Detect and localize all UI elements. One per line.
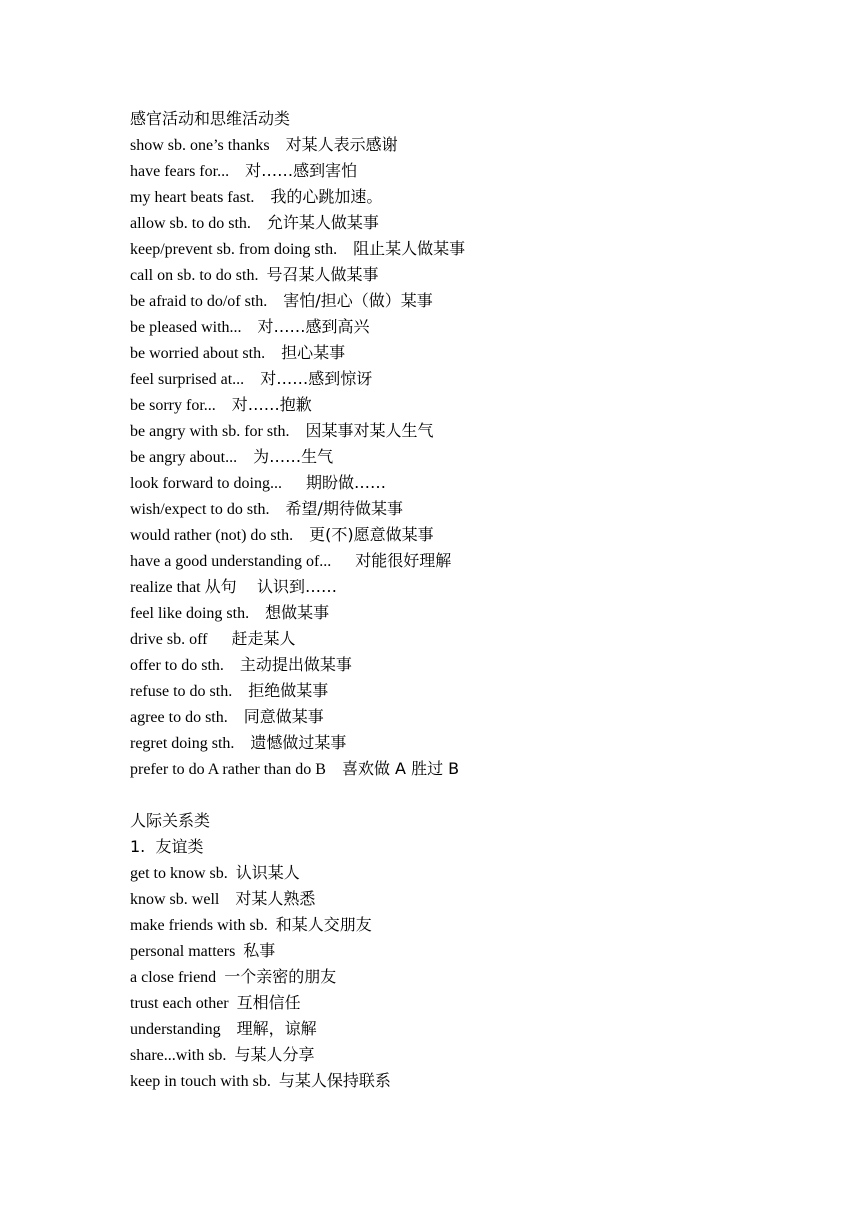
phrase-chinese: 期盼做…… [305, 473, 386, 492]
phrase-chinese: 想做某事 [265, 603, 330, 622]
phrase-chinese: 对……感到害怕 [245, 161, 358, 180]
phrase-chinese: 从句 认识到…… [204, 577, 337, 596]
phrase-english: know sb. well [130, 891, 236, 908]
phrase-english: personal matters [130, 943, 244, 960]
phrase-english: make friends with sb. [130, 917, 276, 934]
phrase-line [130, 938, 810, 964]
phrase-english: get to know sb. [130, 865, 236, 882]
phrase-line [130, 288, 810, 314]
phrase-english: drive sb. off [130, 631, 232, 648]
phrase-list-senses [130, 132, 810, 782]
phrase-line [130, 652, 810, 678]
phrase-line [130, 366, 810, 392]
phrase-english: look forward to doing... [130, 475, 306, 492]
phrase-english: have a good understanding of... [130, 553, 356, 570]
phrase-chinese: 一个亲密的朋友 [224, 967, 337, 986]
phrase-english: feel surprised at... [130, 371, 261, 388]
phrase-chinese: 阻止某人做某事 [353, 239, 466, 258]
phrase-english: be pleased with... [130, 319, 258, 336]
phrase-list-friendship [130, 860, 810, 1094]
section-gap [130, 782, 810, 808]
phrase-chinese: 与某人保持联系 [278, 1071, 391, 1090]
phrase-chinese: 理解，谅解 [236, 1019, 317, 1038]
phrase-english: understanding [130, 1021, 237, 1038]
phrase-line [130, 184, 810, 210]
phrase-chinese: 对某人表示感谢 [285, 135, 398, 154]
phrase-line [130, 1016, 810, 1042]
phrase-english: call on sb. to do sth. [130, 267, 267, 284]
phrase-english: feel like doing sth. [130, 605, 266, 622]
phrase-chinese: 和某人交朋友 [275, 915, 372, 934]
phrase-chinese: 希望/期待做某事 [285, 499, 403, 518]
phrase-line [130, 1042, 810, 1068]
phrase-line [130, 522, 810, 548]
phrase-chinese: 担心某事 [281, 343, 346, 362]
phrase-line [130, 626, 810, 652]
phrase-english: be afraid to do/of sth. [130, 293, 284, 310]
phrase-chinese: 遗憾做过某事 [250, 733, 347, 752]
phrase-chinese: 对……感到高兴 [257, 317, 370, 336]
phrase-english: be angry with sb. for sth. [130, 423, 306, 440]
phrase-line [130, 262, 810, 288]
phrase-english: a close friend [130, 969, 225, 986]
document-page [130, 106, 810, 1094]
phrase-english: keep in touch with sb. [130, 1073, 279, 1090]
phrase-english: be worried about sth. [130, 345, 282, 362]
phrase-chinese: 我的心跳加速。 [270, 187, 383, 206]
phrase-line [130, 756, 810, 782]
phrase-line [130, 1068, 810, 1094]
phrase-chinese: 赶走某人 [231, 629, 296, 648]
phrase-english: show sb. one’s thanks [130, 137, 286, 154]
section-heading-senses: 感官活动和思维活动类 [130, 109, 291, 128]
phrase-line [130, 210, 810, 236]
phrase-chinese: 主动提出做某事 [239, 655, 352, 674]
phrase-english: be angry about... [130, 449, 254, 466]
phrase-chinese: 对……感到惊讶 [260, 369, 373, 388]
phrase-chinese: 号召某人做某事 [266, 265, 379, 284]
phrase-english: keep/prevent sb. from doing sth. [130, 241, 354, 258]
phrase-line [130, 704, 810, 730]
phrase-english: offer to do sth. [130, 657, 240, 674]
phrase-line [130, 314, 810, 340]
phrase-chinese: 私事 [243, 941, 276, 960]
phrase-english: my heart beats fast. [130, 189, 271, 206]
phrase-chinese: 对能很好理解 [355, 551, 452, 570]
phrase-chinese: 因某事对某人生气 [305, 421, 434, 440]
phrase-line [130, 886, 810, 912]
subheading-friendship: 1. 友谊类 [130, 837, 204, 856]
phrase-english: allow sb. to do sth. [130, 215, 267, 232]
phrase-line [130, 990, 810, 1016]
phrase-english: prefer to do A rather than do B [130, 761, 342, 778]
phrase-line [130, 548, 810, 574]
phrase-line [130, 418, 810, 444]
phrase-english: would rather (not) do sth. [130, 527, 310, 544]
phrase-line [130, 912, 810, 938]
phrase-english: agree to do sth. [130, 709, 244, 726]
phrase-chinese: 互相信任 [236, 993, 301, 1012]
phrase-line [130, 158, 810, 184]
phrase-english: wish/expect to do sth. [130, 501, 286, 518]
phrase-chinese: 对……抱歉 [231, 395, 312, 414]
phrase-english: trust each other [130, 995, 237, 1012]
phrase-line [130, 678, 810, 704]
phrase-chinese: 同意做某事 [243, 707, 324, 726]
phrase-chinese: 为……生气 [253, 447, 334, 466]
phrase-line [130, 444, 810, 470]
phrase-chinese: 拒绝做某事 [248, 681, 329, 700]
phrase-line [130, 340, 810, 366]
phrase-line [130, 392, 810, 418]
phrase-english: have fears for... [130, 163, 246, 180]
phrase-english: realize that [130, 579, 205, 596]
phrase-english: regret doing sth. [130, 735, 251, 752]
phrase-english: be sorry for... [130, 397, 232, 414]
phrase-line [130, 964, 810, 990]
phrase-chinese: 对某人熟悉 [235, 889, 316, 908]
phrase-chinese: 认识某人 [235, 863, 300, 882]
phrase-english: refuse to do sth. [130, 683, 249, 700]
phrase-chinese: 害怕/担心（做）某事 [283, 291, 433, 310]
phrase-chinese: 更(不)愿意做某事 [309, 525, 434, 544]
phrase-chinese: 喜欢做 A 胜过 B [341, 759, 460, 778]
phrase-chinese: 允许某人做某事 [266, 213, 379, 232]
phrase-english: share...with sb. [130, 1047, 235, 1064]
phrase-line [130, 574, 810, 600]
phrase-line [130, 600, 810, 626]
phrase-line [130, 236, 810, 262]
phrase-line [130, 470, 810, 496]
section-heading-relationships: 人际关系类 [130, 811, 211, 830]
phrase-chinese: 与某人分享 [234, 1045, 315, 1064]
phrase-line [130, 132, 810, 158]
phrase-line [130, 730, 810, 756]
phrase-line [130, 860, 810, 886]
phrase-line [130, 496, 810, 522]
